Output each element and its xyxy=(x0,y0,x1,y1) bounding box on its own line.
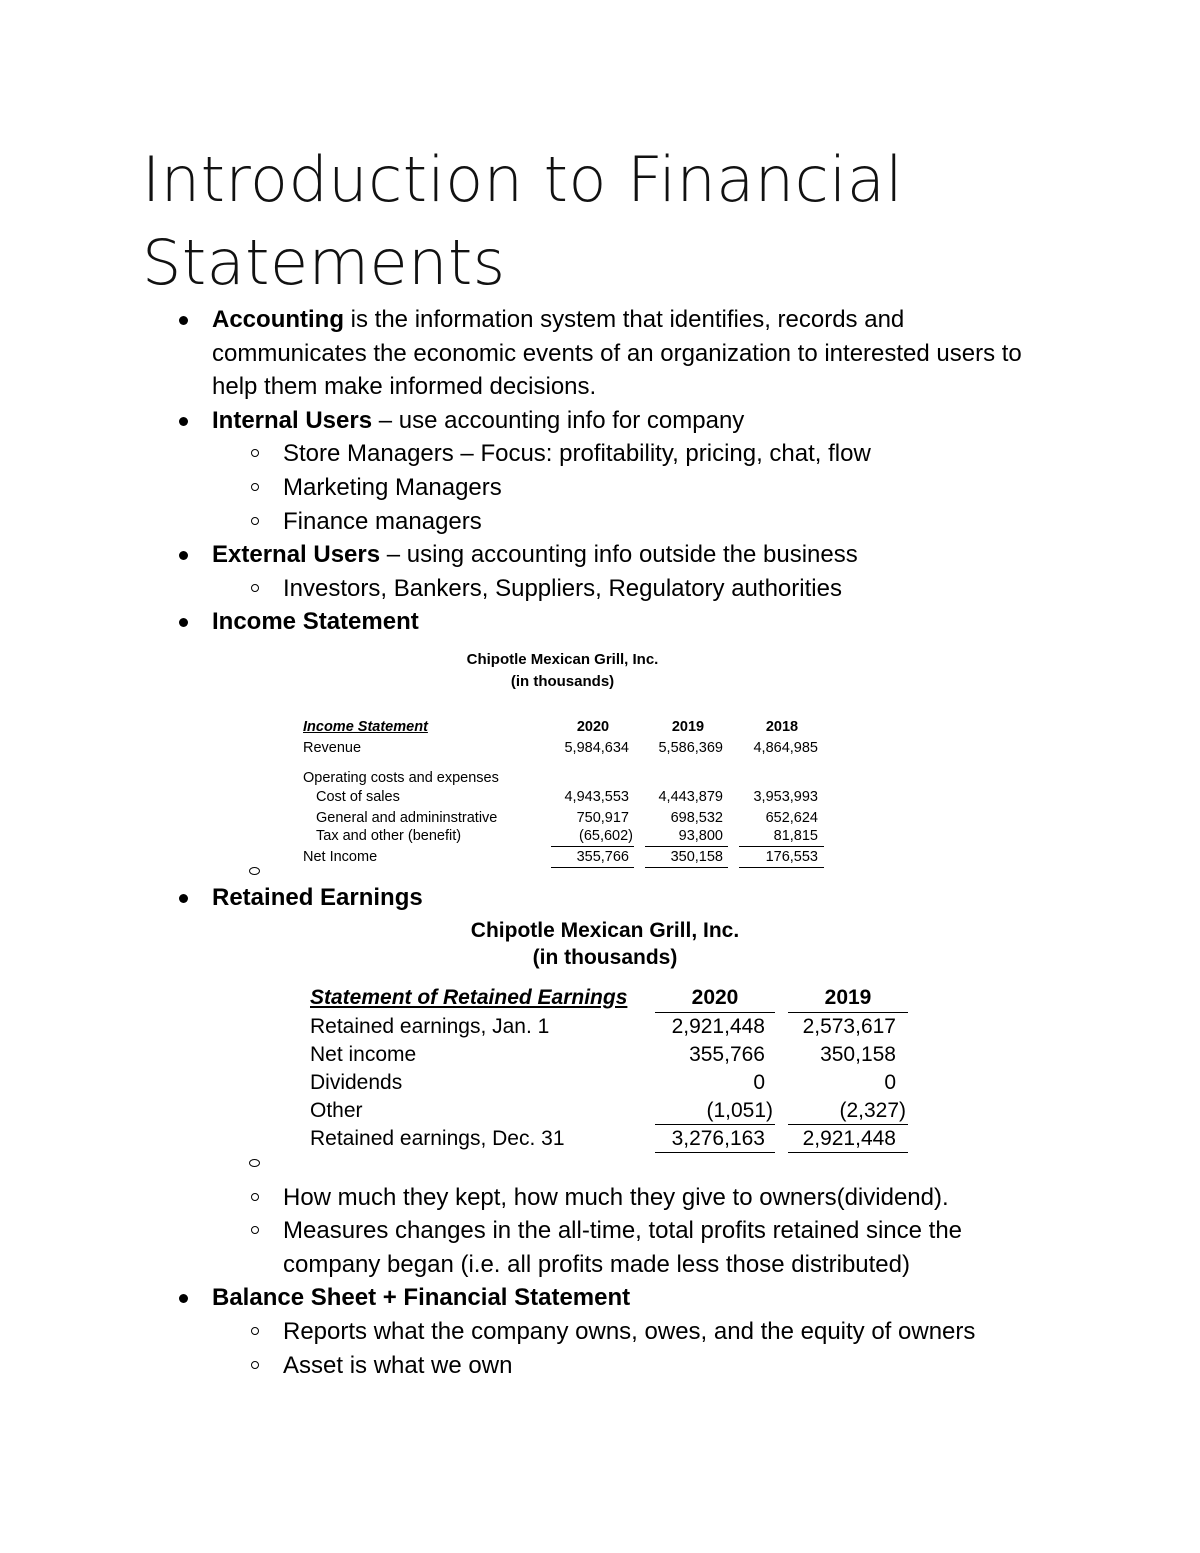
bullet-icon xyxy=(179,894,188,903)
hollow-bullet-icon xyxy=(249,1159,260,1167)
sub-item xyxy=(283,1214,1063,1281)
hollow-bullet-icon xyxy=(251,1193,259,1201)
term-balance-sheet: Balance Sheet + Financial Statement xyxy=(212,1284,631,1312)
year-header: 2019 xyxy=(824,985,872,1009)
total-rule xyxy=(645,846,728,848)
hollow-bullet-icon xyxy=(249,867,260,875)
year-header: 2020 xyxy=(576,718,610,735)
hollow-bullet-icon xyxy=(251,483,259,491)
cell-value: (2,327) xyxy=(839,1098,906,1122)
header-rule xyxy=(655,1012,775,1014)
income-statement-header: Income Statement xyxy=(303,718,428,735)
sub-item xyxy=(283,1181,1063,1215)
cell-value: 5,984,634 xyxy=(564,739,629,756)
year-header: 2020 xyxy=(691,985,739,1009)
list-item-balance-sheet xyxy=(212,1281,1062,1315)
cell-value: 2,921,448 xyxy=(671,1014,765,1038)
retained-earnings-table xyxy=(0,915,1200,1181)
sub-item xyxy=(283,1315,1063,1349)
bullet-icon xyxy=(179,417,188,426)
sub-item-text: Asset is what we own xyxy=(283,1351,513,1379)
year-header: 2019 xyxy=(671,718,705,735)
internal-users-text: – use accounting info for company xyxy=(372,406,745,434)
sub-item xyxy=(283,1349,1063,1383)
row-label: Retained earnings, Jan. 1 xyxy=(310,1014,550,1038)
cell-value: 0 xyxy=(753,1070,765,1094)
cell-value: 3,953,993 xyxy=(753,788,818,805)
list-item-internal-users xyxy=(212,404,1062,438)
cell-value: (65,602) xyxy=(578,827,633,844)
row-label: Dividends xyxy=(310,1070,403,1094)
total-rule xyxy=(739,867,824,869)
hollow-bullet-icon xyxy=(251,449,259,457)
sub-item-text: Reports what the company owns, owes, and the equity of owners xyxy=(283,1317,976,1345)
cell-value: 5,586,369 xyxy=(658,739,723,756)
sub-item-text: Measures changes in the all-time, total profits retained since the company began (i.e. all profits made less those distributed) xyxy=(283,1217,963,1278)
cell-value: 355,766 xyxy=(576,848,629,865)
row-label: General and admininstrative xyxy=(316,809,498,826)
cell-value: 350,158 xyxy=(670,848,723,865)
list-item-retained-earnings xyxy=(212,881,1062,915)
cell-value: (1,051) xyxy=(706,1098,773,1122)
row-label: Net income xyxy=(310,1042,417,1066)
cell-value: 4,443,879 xyxy=(658,788,723,805)
row-label: Retained earnings, Dec. 31 xyxy=(310,1126,565,1150)
sub-item-text: Investors, Bankers, Suppliers, Regulatory authorities xyxy=(283,574,842,602)
page-title: Introduction to Financial Statements xyxy=(142,143,904,299)
bullet-icon xyxy=(179,1294,188,1303)
hollow-bullet-icon xyxy=(251,517,259,525)
total-rule xyxy=(551,867,634,869)
company-name: Chipotle Mexican Grill, Inc. xyxy=(470,918,740,942)
list-item-income-statement xyxy=(212,605,1062,639)
cell-value: 652,624 xyxy=(765,809,818,826)
hollow-bullet-icon xyxy=(251,1361,259,1369)
sub-item xyxy=(283,437,1063,471)
cell-value: 81,815 xyxy=(773,827,818,844)
list-item-external-users xyxy=(212,538,1062,572)
row-label: Operating costs and expenses xyxy=(303,769,499,786)
cell-value: 4,943,553 xyxy=(564,788,629,805)
term-external-users: External Users xyxy=(212,541,381,569)
total-rule xyxy=(788,1152,908,1154)
row-label: Tax and other (benefit) xyxy=(316,827,462,844)
sub-item xyxy=(283,572,1063,606)
notes-list xyxy=(0,303,1200,1382)
total-rule xyxy=(655,1124,775,1126)
sub-item xyxy=(283,471,1063,505)
retained-earnings-header: Statement of Retained Earnings xyxy=(310,985,628,1009)
external-users-text: – using accounting info outside the business xyxy=(380,541,858,569)
term-retained-earnings: Retained Earnings xyxy=(212,883,423,911)
cell-value: 2,921,448 xyxy=(802,1126,896,1150)
company-name: Chipotle Mexican Grill, Inc. xyxy=(466,650,659,668)
units-label: (in thousands) xyxy=(510,672,615,690)
cell-value: 698,532 xyxy=(670,809,723,826)
cell-value: 0 xyxy=(884,1070,896,1094)
list-item-accounting xyxy=(212,303,1062,404)
row-label: Net Income xyxy=(303,848,378,865)
year-header: 2018 xyxy=(765,718,799,735)
cell-value: 2,573,617 xyxy=(802,1014,896,1038)
term-accounting: Accounting xyxy=(212,306,344,333)
bullet-icon xyxy=(179,551,188,560)
cell-value: 93,800 xyxy=(678,827,723,844)
hollow-bullet-icon xyxy=(251,1327,259,1335)
total-rule xyxy=(655,1152,775,1154)
accounting-definition: is the information system that identifies, records and communicates the economic events of an organization to interested users to help them make informed decisions. xyxy=(212,306,1022,401)
units-label: (in thousands) xyxy=(532,945,678,969)
cell-value: 750,917 xyxy=(576,809,629,826)
header-rule xyxy=(788,1012,908,1014)
income-statement-table xyxy=(0,639,1200,881)
bullet-icon xyxy=(179,618,188,627)
sub-item-text: Store Managers – Focus: profitability, pricing, chat, flow xyxy=(283,440,871,468)
sub-item-text: Marketing Managers xyxy=(283,473,502,501)
total-rule xyxy=(788,1124,908,1126)
hollow-bullet-icon xyxy=(251,1226,259,1234)
term-income-statement: Income Statement xyxy=(212,608,419,636)
sub-item xyxy=(283,505,1063,539)
total-rule xyxy=(551,846,634,848)
cell-value: 355,766 xyxy=(689,1042,765,1066)
cell-value: 350,158 xyxy=(820,1042,896,1066)
cell-value: 3,276,163 xyxy=(671,1126,765,1150)
cell-value: 4,864,985 xyxy=(753,739,818,756)
sub-item-text: Finance managers xyxy=(283,507,482,535)
term-internal-users: Internal Users xyxy=(212,406,373,434)
row-label: Other xyxy=(310,1098,363,1122)
total-rule xyxy=(645,867,728,869)
row-label: Cost of sales xyxy=(316,788,400,805)
hollow-bullet-icon xyxy=(251,584,259,592)
bullet-icon xyxy=(179,316,188,325)
row-label: Revenue xyxy=(303,739,362,756)
cell-value: 176,553 xyxy=(765,848,818,865)
total-rule xyxy=(739,846,824,848)
sub-item-text: How much they kept, how much they give to owners(dividend). xyxy=(283,1183,949,1211)
